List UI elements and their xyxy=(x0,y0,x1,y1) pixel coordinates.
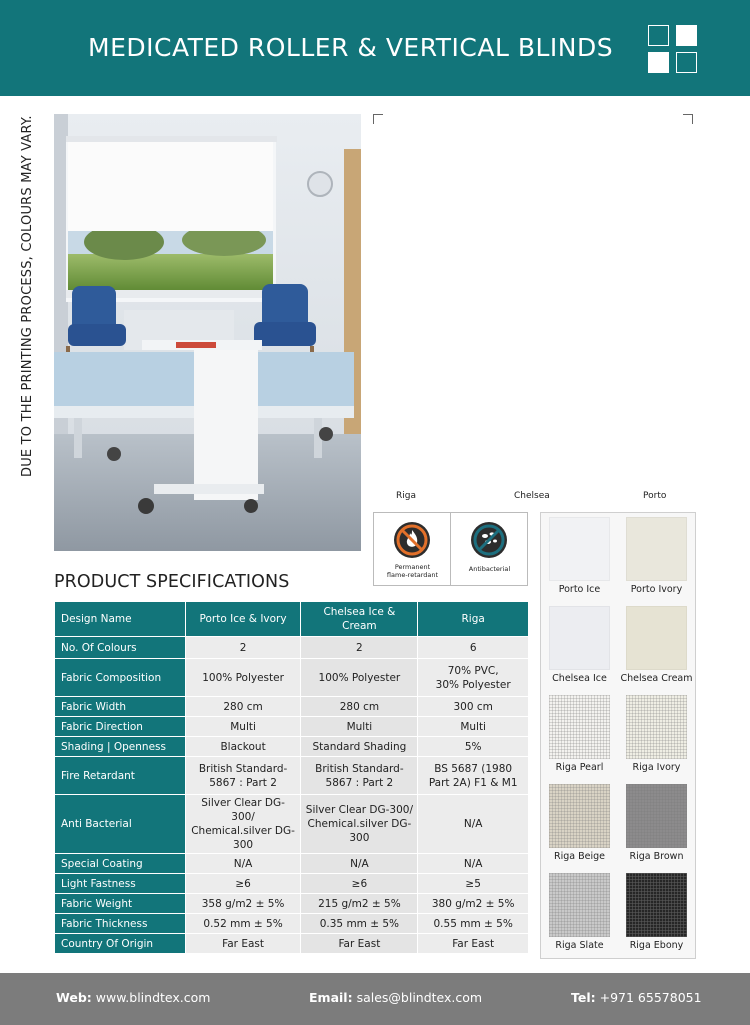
footer-email xyxy=(309,990,482,1005)
header-banner xyxy=(0,0,750,96)
row-label: Country Of Origin xyxy=(55,934,186,954)
swatch-item xyxy=(541,602,618,691)
swatch-item xyxy=(541,780,618,869)
row-label: Shading | Openness xyxy=(55,737,186,757)
fabric-swatch xyxy=(549,695,610,759)
row-value: 0.52 mm ± 5% xyxy=(185,914,301,934)
table-row xyxy=(55,795,529,854)
row-value: 215 g/m2 ± 5% xyxy=(301,894,418,914)
fabric-label-riga: Riga xyxy=(396,491,416,501)
row-value: Silver Clear DG-300/ Chemical.silver DG- 300 xyxy=(185,795,301,854)
swatch-name: Riga Beige xyxy=(554,851,605,862)
row-label: Fabric Thickness xyxy=(55,914,186,934)
row-value: 70% PVC, 30% Polyester xyxy=(418,659,529,697)
web-link[interactable]: www.blindtex.com xyxy=(95,990,211,1005)
row-value: ≥6 xyxy=(301,874,418,894)
page-title: MEDICATED ROLLER & VERTICAL BLINDS xyxy=(88,33,614,62)
row-label: Fabric Width xyxy=(55,697,186,717)
brand-logo-icon xyxy=(646,23,700,75)
row-value: Standard Shading xyxy=(301,737,418,757)
row-value: N/A xyxy=(418,854,529,874)
table-row xyxy=(55,757,529,795)
row-value: 5% xyxy=(418,737,529,757)
row-value: 380 g/m2 ± 5% xyxy=(418,894,529,914)
swatch-name: Riga Brown xyxy=(629,851,684,862)
feature-icons-box xyxy=(373,512,528,586)
swatch-item xyxy=(618,602,695,691)
table-row xyxy=(55,637,529,659)
colour-disclaimer: DUE TO THE PRINTING PROCESS, COLOURS MAY VARY. xyxy=(20,115,35,477)
row-label: No. Of Colours xyxy=(55,637,186,659)
fabric-swatch xyxy=(549,784,610,848)
row-value: 100% Polyester xyxy=(185,659,301,697)
fabric-swatch xyxy=(626,606,687,670)
row-label: Fabric Weight xyxy=(55,894,186,914)
fabric-label-chelsea: Chelsea xyxy=(514,491,550,501)
fabric-swatch xyxy=(626,517,687,581)
row-value: Far East xyxy=(185,934,301,954)
swatch-name: Riga Pearl xyxy=(555,762,604,773)
email-label: Email: xyxy=(309,990,353,1005)
row-value: Multi xyxy=(301,717,418,737)
swatch-name: Porto Ice xyxy=(558,584,601,595)
row-value: N/A xyxy=(418,795,529,854)
swatch-name: Chelsea Ice xyxy=(552,673,607,684)
table-row xyxy=(55,717,529,737)
tel-value: +971 65578051 xyxy=(599,990,702,1005)
table-row xyxy=(55,914,529,934)
row-value: N/A xyxy=(185,854,301,874)
table-row xyxy=(55,894,529,914)
row-value: ≥5 xyxy=(418,874,529,894)
feature-flame-retardant xyxy=(374,513,451,585)
swatch-name: Riga Ebony xyxy=(629,940,684,951)
swatch-name: Riga Ivory xyxy=(632,762,681,773)
table-row xyxy=(55,697,529,717)
row-label: Light Fastness xyxy=(55,874,186,894)
row-value: Multi xyxy=(418,717,529,737)
table-row xyxy=(55,854,529,874)
swatch-name: Porto Ivory xyxy=(630,584,683,595)
swatch-item xyxy=(618,780,695,869)
antibacterial-caption: Antibacterial xyxy=(468,565,511,573)
table-row xyxy=(55,659,529,697)
row-label: Fabric Composition xyxy=(55,659,186,697)
fabric-swatch xyxy=(549,606,610,670)
row-label: Special Coating xyxy=(55,854,186,874)
swatch-item xyxy=(541,691,618,780)
swatch-item xyxy=(541,513,618,602)
table-row xyxy=(55,737,529,757)
frame-corner-top-left xyxy=(373,114,383,124)
row-value: 6 xyxy=(418,637,529,659)
row-value: British Standard- 5867 : Part 2 xyxy=(185,757,301,795)
web-label: Web: xyxy=(56,990,92,1005)
row-value: 280 cm xyxy=(185,697,301,717)
table-header-row xyxy=(55,602,529,637)
swatch-name: Riga Slate xyxy=(555,940,604,951)
antibacterial-icon xyxy=(470,521,508,559)
row-value: Blackout xyxy=(185,737,301,757)
row-value: ≥6 xyxy=(185,874,301,894)
footer-tel xyxy=(571,990,702,1005)
row-value: N/A xyxy=(301,854,418,874)
specs-table xyxy=(54,601,529,954)
row-value: Far East xyxy=(418,934,529,954)
fabric-swatch xyxy=(626,873,687,937)
flame-caption-line1: Permanent xyxy=(394,563,431,571)
row-label: Fabric Direction xyxy=(55,717,186,737)
email-link[interactable]: sales@blindtex.com xyxy=(356,990,483,1005)
row-value: 300 cm xyxy=(418,697,529,717)
row-value: Multi xyxy=(185,717,301,737)
swatch-item xyxy=(618,691,695,780)
row-value: 0.55 mm ± 5% xyxy=(418,914,529,934)
specs-title: PRODUCT SPECIFICATIONS xyxy=(54,572,290,592)
flame-caption-line2: flame-retardant xyxy=(386,571,439,579)
tel-label: Tel: xyxy=(571,990,596,1005)
row-value: 358 g/m2 ± 5% xyxy=(185,894,301,914)
swatch-panel xyxy=(540,512,696,959)
row-value: 280 cm xyxy=(301,697,418,717)
footer xyxy=(0,973,750,1025)
swatch-item xyxy=(541,869,618,958)
feature-antibacterial xyxy=(451,513,528,585)
row-value: Silver Clear DG-300/ Chemical.silver DG- 300 xyxy=(301,795,418,854)
row-label: Anti Bacterial xyxy=(55,795,186,854)
fabric-label-porto: Porto xyxy=(643,491,667,501)
swatch-item xyxy=(618,513,695,602)
fabric-swatch xyxy=(626,784,687,848)
frame-corner-top-right xyxy=(683,114,693,124)
fabric-swatch xyxy=(626,695,687,759)
fabric-swatch xyxy=(549,517,610,581)
table-row xyxy=(55,874,529,894)
flame-retardant-icon xyxy=(393,521,431,559)
hospital-room-photo xyxy=(54,114,361,551)
table-header-cell: Design Name xyxy=(55,602,186,637)
row-value: 0.35 mm ± 5% xyxy=(301,914,418,934)
row-value: 2 xyxy=(301,637,418,659)
swatch-name: Chelsea Cream xyxy=(620,673,693,684)
table-header-cell: Porto Ice & Ivory xyxy=(185,602,301,637)
swatch-item xyxy=(618,869,695,958)
row-value: 100% Polyester xyxy=(301,659,418,697)
table-header-cell: Riga xyxy=(418,602,529,637)
footer-web xyxy=(56,990,210,1005)
row-value: BS 5687 (1980 Part 2A) F1 & M1 xyxy=(418,757,529,795)
row-value: Far East xyxy=(301,934,418,954)
row-label: Fire Retardant xyxy=(55,757,186,795)
row-value: British Standard- 5867 : Part 2 xyxy=(301,757,418,795)
table-header-cell: Chelsea Ice & Cream xyxy=(301,602,418,637)
table-row xyxy=(55,934,529,954)
row-value: 2 xyxy=(185,637,301,659)
fabric-swatch xyxy=(549,873,610,937)
